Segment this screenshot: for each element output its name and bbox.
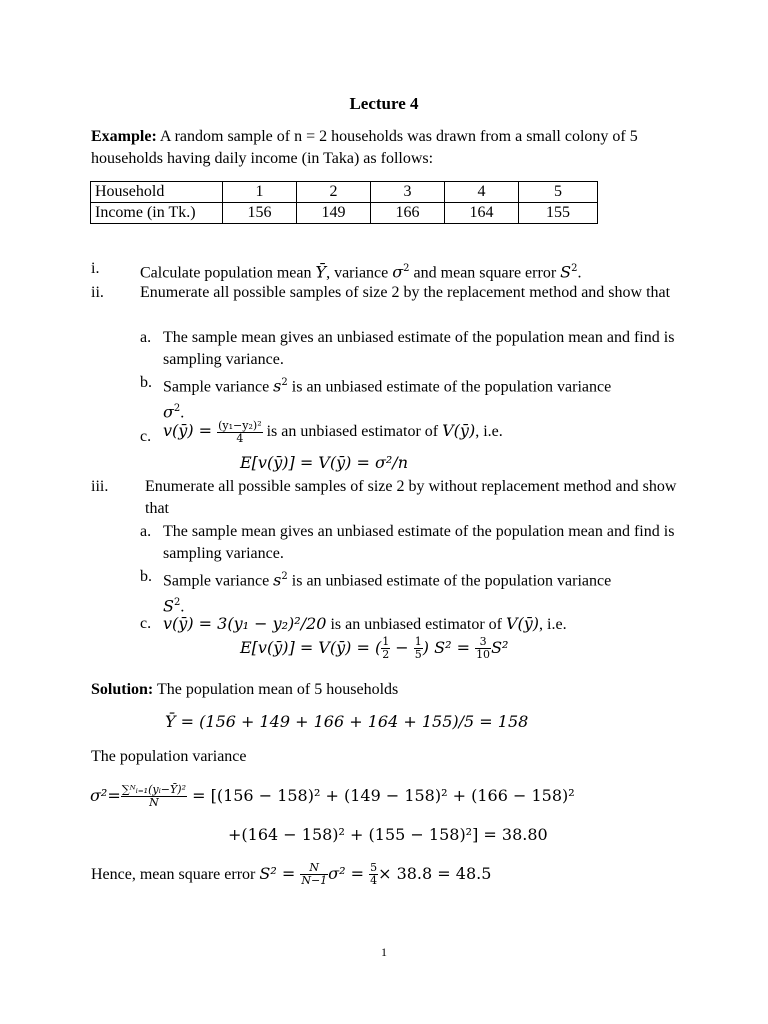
table-row [91, 182, 598, 203]
item-ii-b-text: Sample variance $s^2$ is an unbiased estimate of the population variance $\sigma^2$. [163, 376, 612, 422]
item-ii-a-label: a. [140, 329, 152, 346]
item-ii-number: ii. [91, 284, 104, 301]
equation-part: ) S² = [422, 638, 476, 657]
example-label: Example: [91, 128, 157, 145]
item-iii-c-ie: , i.e. [539, 616, 567, 633]
table-cell: 166 [371, 203, 445, 224]
frac-denominator: 10 [476, 648, 491, 661]
frac-denominator: 4 [370, 874, 378, 887]
table-cell: 3 [371, 182, 445, 203]
math-s: s [273, 376, 282, 396]
item-i-text: Calculate population mean Ȳ, variance $\sigma^2$ and mean square error $S^2$. [140, 262, 582, 282]
table-cell: 155 [519, 203, 598, 224]
equation-part: S² = [259, 864, 301, 883]
item-ii-text: Enumerate all possible samples of size 2 by the replacement method and show that [140, 284, 671, 301]
variance-equation-line2: +(164 − 158)² + (155 − 158)²] = 38.80 [228, 825, 548, 844]
equation-part: E[v(ȳ)] = V(ȳ) = ( [240, 638, 382, 657]
item-iii-c-label: c. [140, 615, 152, 632]
equation-part: σ² = [328, 864, 370, 883]
item-iii-a-text: The sample mean gives an unbiased estimate of the population mean and find is sampling variance. [163, 523, 675, 562]
frac-numerator: 3 [475, 636, 491, 649]
table-cell: 149 [297, 203, 371, 224]
item-ii-a-text: The sample mean gives an unbiased estimate of the population mean and find is sampling variance. [163, 329, 675, 368]
example-paragraph [91, 126, 679, 170]
income-table [90, 181, 598, 224]
table-cell: 5 [519, 182, 598, 203]
table-cell: 156 [223, 203, 297, 224]
frac-denominator: N [149, 796, 159, 809]
mse-text: Hence, mean square error [91, 866, 260, 883]
table-row [91, 203, 598, 224]
table-cell: 2 [297, 182, 371, 203]
equation-part: × 38.8 = 48.5 [378, 864, 492, 883]
item-iii-c-text-a: is an unbiased estimator of [326, 616, 506, 633]
mean-equation: Ȳ = (156 + 149 + 166 + 164 + 155)/5 = 158 [165, 712, 529, 731]
math-V-ybar: V(ȳ) [442, 421, 476, 441]
table-cell: Household [91, 182, 223, 203]
item-iii-a-label: a. [140, 523, 152, 540]
frac-denominator: 5 [414, 648, 422, 661]
table-cell: Income (in Tk.) [91, 203, 223, 224]
math-v-ybar: v(ȳ) = [163, 421, 218, 441]
frac-numerator: 1 [382, 635, 390, 648]
frac-numerator: (y₁−y₂)² [218, 419, 262, 432]
example-text: A random sample of n = 2 households was drawn from a small colony of 5 households having daily income (in Taka) as follows: [91, 128, 638, 167]
frac-numerator: 1 [414, 635, 422, 648]
math-sigma: σ [163, 402, 174, 422]
equation-part: − [390, 638, 414, 657]
math-s: s [273, 570, 282, 590]
equation-iii-c [240, 636, 508, 661]
item-iii-b-label: b. [140, 568, 152, 585]
solution-label: Solution: [91, 681, 154, 698]
table-cell: 1 [223, 182, 297, 203]
item-iii-b-text: Sample variance $s^2$ is an unbiased estimate of the population variance $S^2$. [163, 570, 612, 616]
table-cell: 4 [445, 182, 519, 203]
item-i-text-c: and mean square error [409, 264, 561, 282]
item-i-number: i. [91, 260, 100, 277]
math-v-ybar: v(ȳ) = 3(y₁ − y₂)²/20 [163, 614, 327, 633]
math-V-ybar: V(ȳ) [505, 614, 540, 633]
item-iii-c-text [163, 613, 567, 636]
item-ii-c-text [163, 420, 503, 445]
item-iii-text: Enumerate all possible samples of size 2 by without replacement method and show that [145, 478, 677, 517]
equation-part: S² [491, 638, 509, 657]
math-S: S [560, 262, 572, 282]
item-ii-c-text-a: is an unbiased estimator of [262, 423, 443, 441]
page-title: Lecture 4 [349, 94, 419, 113]
variance-lhs: σ²= [90, 786, 121, 805]
variance-equation-line1 [90, 784, 575, 809]
item-ii-b-text-b: is an unbiased estimate of the population variance [287, 378, 612, 396]
equation-ii-c: E[v(ȳ)] = V(ȳ) = σ²/n [240, 453, 408, 472]
item-iii-b-text-b: is an unbiased estimate of the population variance [287, 572, 612, 590]
variance-rhs-1: = [(156 − 158)² + (149 − 158)² + (166 − 158)² [192, 786, 575, 805]
item-i-text-a: Calculate population mean [140, 264, 316, 282]
mse-line [91, 862, 491, 887]
frac-denominator: N−1 [301, 874, 328, 887]
item-ii-c-ie: , i.e. [475, 423, 503, 441]
frac-numerator: N [300, 862, 328, 875]
solution-text: The population mean of 5 households [153, 681, 399, 698]
frac-numerator: 5 [370, 861, 378, 874]
item-i-text-b: , variance [326, 264, 393, 282]
item-ii-b-text-a: Sample variance [163, 378, 274, 396]
page-number: 1 [381, 945, 387, 959]
math-sigma: σ [392, 262, 404, 282]
table-cell: 164 [445, 203, 519, 224]
frac-numerator: ∑ᴺᵢ₌₁(yᵢ−Ȳ)² [121, 783, 186, 796]
frac-denominator: 4 [236, 432, 244, 445]
item-ii-b-label: b. [140, 374, 152, 391]
solution-paragraph [91, 679, 679, 701]
frac-denominator: 2 [382, 648, 390, 661]
item-iii-number: iii. [91, 478, 109, 495]
math-S: S [163, 596, 174, 616]
variance-label: The population variance [91, 748, 247, 765]
item-i-end: . [577, 264, 582, 282]
item-ii-c-label: c. [140, 428, 152, 445]
item-iii-b-text-a: Sample variance [163, 572, 274, 590]
math-ybar: Ȳ [315, 262, 327, 282]
